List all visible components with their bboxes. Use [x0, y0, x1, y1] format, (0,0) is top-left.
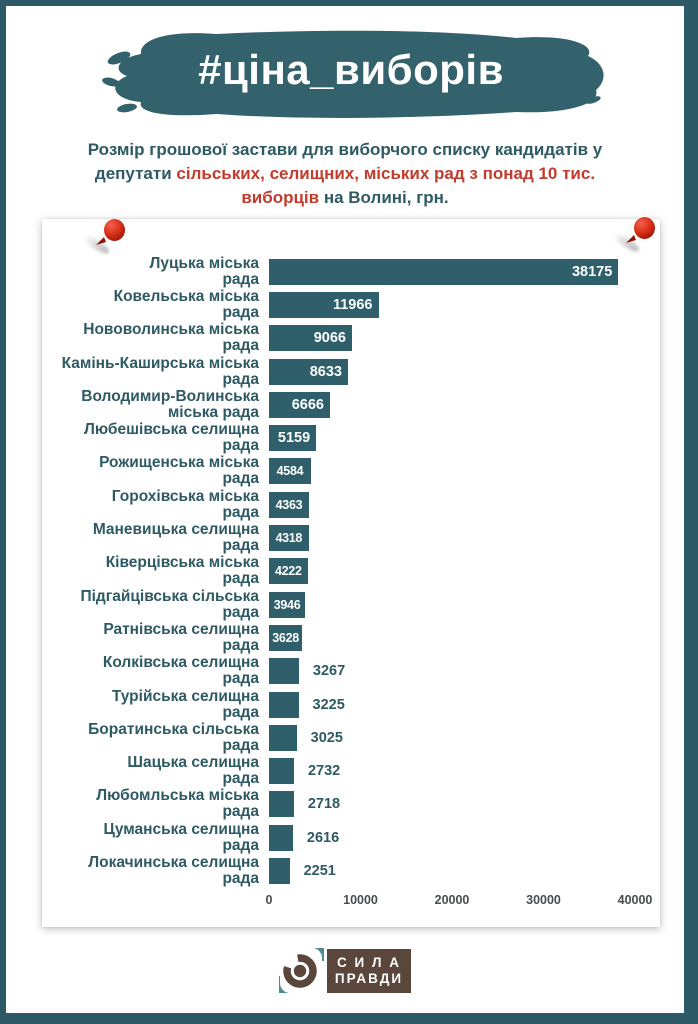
category-label: Любешівська селищна рада — [84, 421, 259, 455]
category-label: Луцька міська рада — [149, 254, 259, 288]
bar — [269, 825, 293, 851]
subtitle-part2: на Волині, грн. — [319, 188, 449, 207]
chart-row — [42, 388, 660, 421]
bar-value-label: 11966 — [332, 296, 373, 313]
bar-area — [269, 658, 660, 684]
x-tick-label: 10000 — [343, 893, 378, 907]
chart-row — [42, 588, 660, 621]
bar-value-label: 2251 — [303, 862, 336, 879]
pushpin-right-icon — [622, 217, 658, 253]
chart-row — [42, 555, 660, 588]
bar — [269, 458, 311, 484]
x-tick-label: 20000 — [434, 893, 470, 907]
bar — [269, 558, 308, 584]
bar-value-label: 3025 — [310, 729, 343, 746]
category-label: Маневицька селищна рада — [92, 521, 259, 555]
bar — [269, 392, 330, 418]
bar-area — [269, 458, 660, 484]
bar-area — [269, 259, 660, 285]
bar — [269, 658, 299, 684]
chart-row — [42, 455, 660, 488]
bar — [269, 492, 309, 518]
category-label: Підгайцівська сільська рада — [80, 587, 259, 621]
bar-value-label: 3225 — [312, 696, 345, 713]
bar-value-label: 4584 — [276, 464, 304, 479]
chart-row — [42, 488, 660, 521]
chart-row — [42, 421, 660, 454]
bar-area — [269, 725, 660, 751]
subtitle-highlight: сільських, селищних, міських рад з понад 10 тис. виборців — [176, 164, 596, 207]
subtitle-part1: Розмір грошової застави для виборчого списку кандидатів у депутати — [87, 140, 603, 183]
chart-row — [42, 788, 660, 821]
bar-area — [269, 425, 660, 451]
category-label: Шацька селищна рада — [127, 754, 259, 788]
pushpin-left-icon — [92, 219, 128, 255]
chart-row — [42, 255, 660, 288]
bar-area — [269, 825, 660, 851]
category-label: Ковельська міська рада — [113, 287, 259, 321]
bar-area — [269, 592, 660, 618]
chart-row — [42, 754, 660, 787]
category-label: Любомльська міська рада — [96, 787, 259, 821]
bar-area — [269, 292, 660, 318]
bar — [269, 758, 294, 784]
bar-area — [269, 692, 660, 718]
bar-value-label: 4222 — [274, 564, 302, 579]
bar-area — [269, 791, 660, 817]
bar-value-label: 4363 — [275, 497, 303, 512]
bar — [269, 592, 305, 618]
page-frame — [6, 6, 684, 1013]
bar-value-label: 2616 — [306, 829, 340, 846]
chart-row — [42, 821, 660, 854]
category-label: Рожищенська міська рада — [99, 454, 259, 488]
bar — [269, 725, 297, 751]
x-tick-label: 40000 — [617, 893, 653, 907]
chart-row — [42, 854, 660, 887]
sila-pravdy-logo — [6, 947, 684, 995]
bar-value-label: 5159 — [277, 430, 311, 447]
bar — [269, 692, 299, 718]
category-label: Камінь-Каширська міська рада — [61, 354, 259, 388]
bar — [269, 525, 309, 551]
bar — [269, 625, 302, 651]
bar — [269, 292, 379, 318]
bar-value-label: 3628 — [272, 630, 299, 645]
bar-area — [269, 492, 660, 518]
bar — [269, 359, 348, 385]
chart-row — [42, 322, 660, 355]
bar-area — [269, 325, 660, 351]
chart-row — [42, 688, 660, 721]
category-label: Локачинська селищна рада — [88, 853, 259, 887]
logo-icon — [279, 947, 324, 995]
x-axis — [265, 893, 653, 911]
bar-value-label: 2718 — [307, 796, 341, 813]
chart-subtitle — [75, 138, 615, 210]
bar-area — [269, 525, 660, 551]
category-label: Горохівська міська рада — [111, 487, 259, 521]
x-tick-label: 30000 — [526, 893, 561, 907]
category-label: Володимир-Волинська міська рада — [81, 387, 259, 421]
x-tick-label: 0 — [265, 893, 273, 907]
logo-text-line2: ПРАВДИ — [334, 971, 404, 986]
bar-area — [269, 758, 660, 784]
chart-rows — [42, 255, 660, 888]
bar — [269, 791, 294, 817]
bar-area — [269, 392, 660, 418]
bar-value-label: 9066 — [313, 330, 346, 347]
header-brush — [95, 22, 607, 122]
bar-value-label: 6666 — [291, 396, 324, 413]
page-title: #ціна_виборів — [198, 46, 504, 93]
chart-row — [42, 355, 660, 388]
category-label: Цуманська селищна рада — [103, 820, 259, 854]
category-label: Нововолинська міська рада — [83, 321, 259, 355]
bar — [269, 858, 290, 884]
chart-row — [42, 655, 660, 688]
bar-area — [269, 625, 660, 651]
logo-text-line1: С И Л А — [337, 955, 401, 970]
bar-area — [269, 359, 660, 385]
bar-value-label: 4318 — [275, 531, 303, 546]
bar-value-label: 3946 — [273, 597, 301, 612]
category-label: Боратинська сільська рада — [88, 720, 259, 754]
chart-row — [42, 721, 660, 754]
category-label: Турійська селищна рада — [111, 687, 259, 721]
bar — [269, 259, 618, 285]
chart-row — [42, 288, 660, 321]
category-label: Ківерцівська міська рада — [105, 554, 259, 588]
category-label: Колківська селищна рада — [102, 654, 259, 688]
bar — [269, 425, 316, 451]
bar — [269, 325, 352, 351]
bar-value-label: 2732 — [307, 763, 341, 780]
bar-value-label: 38175 — [571, 263, 613, 280]
chart-card — [42, 219, 660, 927]
bar-area — [269, 858, 660, 884]
bar-value-label: 3267 — [312, 663, 346, 680]
chart-row — [42, 621, 660, 654]
chart-row — [42, 521, 660, 554]
category-label: Ратнівська селищна рада — [103, 620, 259, 654]
bar-area — [269, 558, 660, 584]
logo-text — [327, 949, 411, 993]
bar-value-label: 8633 — [309, 363, 342, 380]
